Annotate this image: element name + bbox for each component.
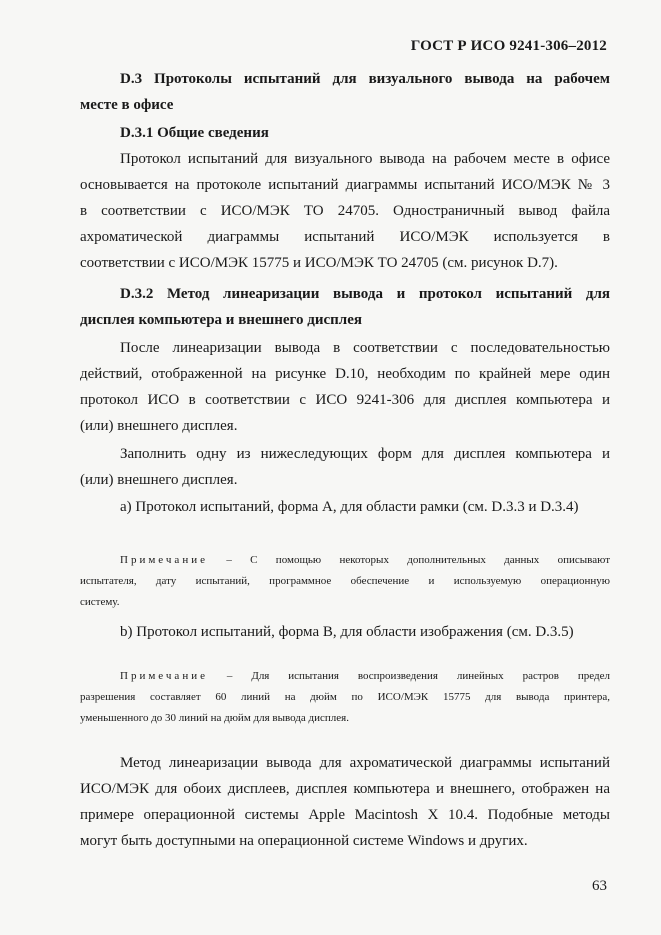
section-d3-heading xyxy=(80,66,610,118)
text-line: Протокол испытаний для визуального вывода на рабочем месте в офисе xyxy=(120,151,610,167)
text-line: Заполнить одну из нижеследующих форм для дисплея компьютера и xyxy=(120,446,610,462)
note-text: – Для испытания воспроизведения линейных растров предел xyxy=(226,670,610,682)
text-line: действий, отображенной на рисунке D.10, необходим по крайней мере один xyxy=(80,366,610,382)
text-line: могут быть доступными на операционной системе Windows и других. xyxy=(80,833,528,849)
text-line: ИСО/МЭК для обоих дисплеев, дисплея компьютера и внешнего, отображен на xyxy=(80,781,610,797)
heading-line: D.3.1 Общие сведения xyxy=(120,125,269,141)
paragraph-3 xyxy=(80,441,610,493)
paragraph-4 xyxy=(80,750,610,854)
note-line: разрешения составляет 60 линий на дюйм по ИСО/МЭК 15775 для вывода принтера, xyxy=(80,691,610,703)
note-label: Примечание xyxy=(120,554,208,566)
note-1 xyxy=(80,550,610,613)
paragraph-2 xyxy=(80,335,610,439)
text-line: (или) внешнего дисплея. xyxy=(80,418,238,434)
note-line xyxy=(80,550,610,571)
text-line: основывается на протоколе испытаний диаграммы испытаний ИСО/МЭК № 3 xyxy=(80,177,610,193)
note-line: испытателя, дату испытаний, программное обеспечение и используемую операционную xyxy=(80,575,610,587)
note-text: – С помощью некоторых дополнительных данных описывают xyxy=(226,554,610,566)
heading-line: D.3.2 Метод линеаризации вывода и протокол испытаний для xyxy=(120,286,610,302)
note-label: Примечание xyxy=(120,670,208,682)
text-line: После линеаризации вывода в соответствии с последовательностью xyxy=(120,340,610,356)
document-header: ГОСТ Р ИСО 9241-306–2012 xyxy=(410,38,607,54)
text-line: b) Протокол испытаний, форма B, для области изображения (см. D.3.5) xyxy=(120,624,574,640)
text-line: в соответствии с ИСО/МЭК ТО 24705. Одностраничный вывод файла xyxy=(80,203,610,219)
page-number: 63 xyxy=(592,878,607,894)
note-line: уменьшенного до 30 линий на дюйм для вывода дисплея. xyxy=(80,712,349,724)
heading-line: месте в офисе xyxy=(80,97,174,113)
note-line xyxy=(80,666,610,687)
note-line: систему. xyxy=(80,596,120,608)
heading-line: дисплея компьютера и внешнего дисплея xyxy=(80,312,362,328)
section-d31-heading xyxy=(80,120,610,146)
list-item-a xyxy=(80,494,610,520)
section-d32-heading xyxy=(80,281,610,333)
list-item-b xyxy=(80,619,610,645)
text-line: ахроматической диаграммы испытаний ИСО/МЭК используется в xyxy=(80,229,610,245)
text-line: примере операционной системы Apple Macintosh X 10.4. Подобные методы xyxy=(80,807,610,823)
heading-line: D.3 Протоколы испытаний для визуального вывода на рабочем xyxy=(120,71,610,87)
text-line: протокол ИСО в соответствии с ИСО 9241-306 для дисплея компьютера и xyxy=(80,392,610,408)
paragraph-1 xyxy=(80,146,610,276)
text-line: a) Протокол испытаний, форма A, для области рамки (см. D.3.3 и D.3.4) xyxy=(120,499,579,515)
text-line: Метод линеаризации вывода для ахроматической диаграммы испытаний xyxy=(120,755,610,771)
text-line: (или) внешнего дисплея. xyxy=(80,472,238,488)
text-line: соответствии с ИСО/МЭК 15775 и ИСО/МЭК ТО 24705 (см. рисунок D.7). xyxy=(80,255,558,271)
note-2 xyxy=(80,666,610,729)
